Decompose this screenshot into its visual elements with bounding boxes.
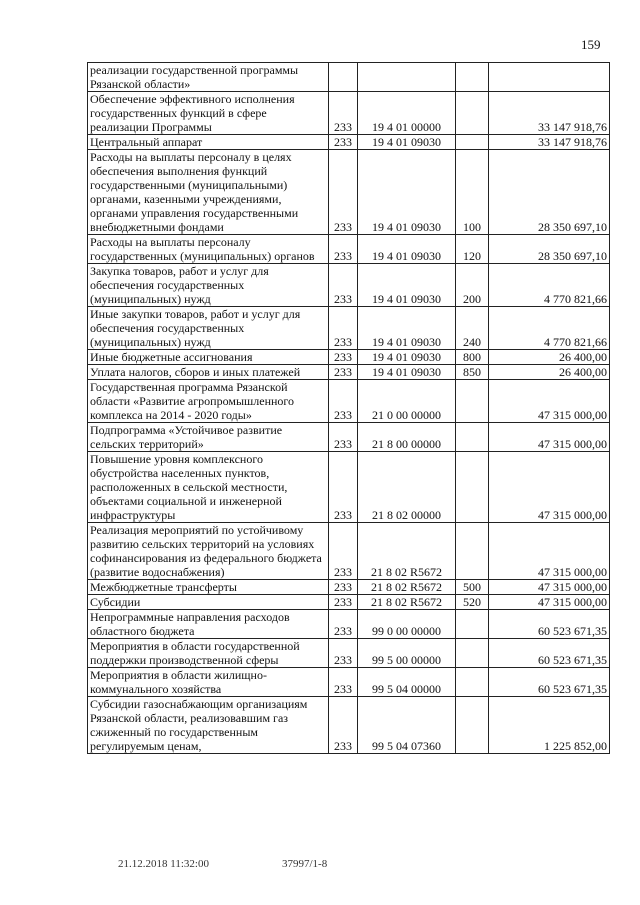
cell-name: Подпрограмма «Устойчивое развитие сельских территорий»	[88, 423, 329, 452]
cell-expense-type	[456, 697, 489, 754]
cell-amount: 47 315 000,00	[489, 452, 610, 523]
cell-amount: 33 147 918,76	[489, 92, 610, 135]
cell-target-article: 19 4 01 09030	[358, 150, 456, 235]
cell-ministry-code: 233	[329, 668, 358, 697]
cell-ministry-code: 233	[329, 307, 358, 350]
cell-name: Субсидии газоснабжающим организациям Рязанской области, реализовавшим газ сжиженный по государственным регулируемым ценам,	[88, 697, 329, 754]
cell-name: Мероприятия в области государственной поддержки производственной сферы	[88, 639, 329, 668]
cell-expense-type: 240	[456, 307, 489, 350]
cell-amount: 60 523 671,35	[489, 610, 610, 639]
cell-name: Уплата налогов, сборов и иных платежей	[88, 365, 329, 380]
cell-ministry-code: 233	[329, 235, 358, 264]
cell-target-article: 21 8 02 R5672	[358, 580, 456, 595]
cell-expense-type	[456, 639, 489, 668]
cell-target-article: 99 0 00 00000	[358, 610, 456, 639]
cell-amount: 1 225 852,00	[489, 697, 610, 754]
cell-amount: 60 523 671,35	[489, 668, 610, 697]
cell-name: Реализация мероприятий по устойчивому развитию сельских территорий на условиях софинансирования из федерального бюджета (развитие водоснабжения)	[88, 523, 329, 580]
cell-ministry-code: 233	[329, 264, 358, 307]
cell-name: Иные бюджетные ассигнования	[88, 350, 329, 365]
cell-target-article: 99 5 00 00000	[358, 639, 456, 668]
cell-ministry-code: 233	[329, 365, 358, 380]
cell-target-article: 21 8 02 R5672	[358, 523, 456, 580]
table-row	[88, 523, 610, 580]
table-row	[88, 264, 610, 307]
cell-amount: 33 147 918,76	[489, 135, 610, 150]
table-body	[88, 63, 610, 754]
cell-expense-type	[456, 135, 489, 150]
cell-expense-type	[456, 92, 489, 135]
budget-table	[87, 62, 610, 754]
cell-target-article: 99 5 04 00000	[358, 668, 456, 697]
table-row	[88, 595, 610, 610]
table-row	[88, 63, 610, 92]
table-row	[88, 668, 610, 697]
cell-expense-type	[456, 452, 489, 523]
table-row	[88, 380, 610, 423]
cell-expense-type: 500	[456, 580, 489, 595]
cell-expense-type: 120	[456, 235, 489, 264]
cell-expense-type	[456, 63, 489, 92]
table-row	[88, 365, 610, 380]
cell-expense-type: 200	[456, 264, 489, 307]
cell-expense-type: 850	[456, 365, 489, 380]
footer-doc-number: 37997/1-8	[282, 858, 328, 870]
cell-name: Мероприятия в области жилищно-коммунального хозяйства	[88, 668, 329, 697]
cell-expense-type	[456, 610, 489, 639]
cell-ministry-code: 233	[329, 452, 358, 523]
table-row	[88, 423, 610, 452]
cell-ministry-code	[329, 63, 358, 92]
table-row	[88, 639, 610, 668]
cell-target-article: 99 5 04 07360	[358, 697, 456, 754]
cell-amount: 28 350 697,10	[489, 150, 610, 235]
cell-target-article: 21 0 00 00000	[358, 380, 456, 423]
cell-expense-type: 800	[456, 350, 489, 365]
cell-target-article: 19 4 01 09030	[358, 135, 456, 150]
cell-target-article: 19 4 01 09030	[358, 235, 456, 264]
cell-target-article: 19 4 01 09030	[358, 307, 456, 350]
cell-target-article: 21 8 02 R5672	[358, 595, 456, 610]
cell-expense-type	[456, 668, 489, 697]
cell-ministry-code: 233	[329, 92, 358, 135]
cell-expense-type: 520	[456, 595, 489, 610]
cell-name: Непрограммные направления расходов областного бюджета	[88, 610, 329, 639]
table-row	[88, 150, 610, 235]
cell-name: Обеспечение эффективного исполнения государственных функций в сфере реализации Программы	[88, 92, 329, 135]
cell-ministry-code: 233	[329, 350, 358, 365]
cell-name: Закупка товаров, работ и услуг для обеспечения государственных (муниципальных) нужд	[88, 264, 329, 307]
cell-ministry-code: 233	[329, 423, 358, 452]
cell-ministry-code: 233	[329, 595, 358, 610]
table-row	[88, 610, 610, 639]
cell-amount: 26 400,00	[489, 350, 610, 365]
cell-name: Межбюджетные трансферты	[88, 580, 329, 595]
table-row	[88, 135, 610, 150]
cell-expense-type: 100	[456, 150, 489, 235]
cell-name: Расходы на выплаты персоналу в целях обеспечения выполнения функций государственными (муниципальными) органами, казенными учреждениями, органами управления государственными внебюджетными фондами	[88, 150, 329, 235]
cell-amount: 4 770 821,66	[489, 264, 610, 307]
cell-amount: 4 770 821,66	[489, 307, 610, 350]
cell-ministry-code: 233	[329, 610, 358, 639]
table-row	[88, 452, 610, 523]
cell-expense-type	[456, 523, 489, 580]
cell-amount: 28 350 697,10	[489, 235, 610, 264]
page-number: 159	[581, 37, 601, 52]
cell-expense-type	[456, 423, 489, 452]
cell-target-article: 19 4 01 00000	[358, 92, 456, 135]
cell-target-article: 21 8 00 00000	[358, 423, 456, 452]
cell-expense-type	[456, 380, 489, 423]
cell-ministry-code: 233	[329, 639, 358, 668]
cell-ministry-code: 233	[329, 380, 358, 423]
cell-amount	[489, 63, 610, 92]
cell-amount: 26 400,00	[489, 365, 610, 380]
cell-ministry-code: 233	[329, 150, 358, 235]
cell-amount: 47 315 000,00	[489, 423, 610, 452]
cell-target-article: 19 4 01 09030	[358, 350, 456, 365]
cell-target-article	[358, 63, 456, 92]
cell-ministry-code: 233	[329, 697, 358, 754]
cell-name: Расходы на выплаты персоналу государственных (муниципальных) органов	[88, 235, 329, 264]
table-row	[88, 697, 610, 754]
cell-ministry-code: 233	[329, 523, 358, 580]
cell-name: Государственная программа Рязанской области «Развитие агропромышленного комплекса на 2014 - 2020 годы»	[88, 380, 329, 423]
cell-name: Повышение уровня комплексного обустройства населенных пунктов, расположенных в сельской местности, объектами социальной и инженерной инфраструктуры	[88, 452, 329, 523]
cell-amount: 47 315 000,00	[489, 380, 610, 423]
cell-name: Субсидии	[88, 595, 329, 610]
cell-name: Иные закупки товаров, работ и услуг для обеспечения государственных (муниципальных) нужд	[88, 307, 329, 350]
table-row	[88, 350, 610, 365]
footer-datetime: 21.12.2018 11:32:00	[118, 858, 209, 870]
table-row	[88, 580, 610, 595]
cell-ministry-code: 233	[329, 580, 358, 595]
cell-target-article: 19 4 01 09030	[358, 264, 456, 307]
cell-amount: 60 523 671,35	[489, 639, 610, 668]
cell-name: Центральный аппарат	[88, 135, 329, 150]
cell-amount: 47 315 000,00	[489, 523, 610, 580]
cell-name: реализации государственной программы Рязанской области»	[88, 63, 329, 92]
cell-ministry-code: 233	[329, 135, 358, 150]
cell-amount: 47 315 000,00	[489, 595, 610, 610]
table-row	[88, 235, 610, 264]
table-row	[88, 92, 610, 135]
cell-target-article: 21 8 02 00000	[358, 452, 456, 523]
table-row	[88, 307, 610, 350]
cell-amount: 47 315 000,00	[489, 580, 610, 595]
cell-target-article: 19 4 01 09030	[358, 365, 456, 380]
